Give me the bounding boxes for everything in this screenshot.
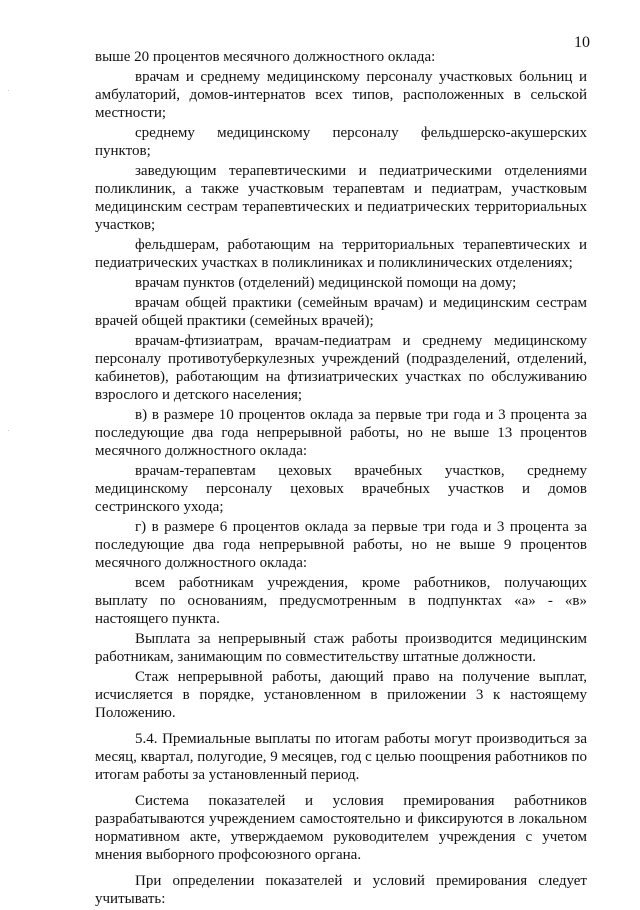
paragraph: фельдшерам, работающим на территориальных терапевтических и педиатрических участках в поликлиниках и поликлинических отделениях; <box>95 237 587 271</box>
paragraph: Стаж непрерывной работы, дающий право на получение выплат, исчисляется в порядке, установленном в приложении 3 к настоящему Положению. <box>95 669 587 721</box>
paragraph: врачам пунктов (отделений) медицинской помощи на дому; <box>135 275 517 291</box>
paragraph: врачам общей практики (семейным врачам) и медицинским сестрам врачей общей практики (семейных врачей); <box>95 295 587 329</box>
scan-edge-mark <box>8 90 9 91</box>
paragraph: врачам-терапевтам цеховых врачебных участков, среднему медицинскому персоналу цеховых врачебных участков и домов сестринского ухода; <box>95 463 587 515</box>
paragraph: среднему медицинскому персоналу фельдшерско-акушерских пунктов; <box>95 125 587 159</box>
paragraph: в) в размере 10 процентов оклада за первые три года и 3 процента за последующие два года непрерывной работы, но не выше 13 процентов месячного должностного оклада: <box>95 407 587 459</box>
paragraph: г) в размере 6 процентов оклада за первые три года и 3 процента за последующие два года непрерывной работы, но не выше 9 процентов месячного должностного оклада: <box>95 519 587 571</box>
page-number: 10 <box>574 34 590 51</box>
paragraph: выше 20 процентов месячного должностного оклада: <box>95 49 436 65</box>
section-paragraph: 5.4. Премиальные выплаты по итогам работы могут производиться за месяц, квартал, полугодие, 9 месяцев, год с целью поощрения работников по итогам работы за установленный период. <box>95 731 587 783</box>
paragraph: врачам и среднему медицинскому персоналу участковых больниц и амбулаторий, домов-интернатов всех типов, расположенных в сельской местности; <box>95 69 587 121</box>
scan-edge-mark <box>8 430 9 431</box>
paragraph: При определении показателей и условий премирования следует учитывать: <box>95 873 587 907</box>
paragraph: врачам-фтизиатрам, врачам-педиатрам и среднему медицинскому персоналу противотуберкулезных учреждений (подразделений, отделений, кабинетов), работающим на фтизиатрических участках по обслуживанию взрослого и детского населения; <box>95 333 587 403</box>
paragraph: Выплата за непрерывный стаж работы производится медицинским работникам, занимающим по совместительству штатные должности. <box>95 631 587 665</box>
document-body <box>95 48 587 910</box>
paragraph: заведующим терапевтическими и педиатрическими отделениями поликлиник, а также участковым терапевтам и педиатрам, участковым медицинским сестрам терапевтических и педиатрических территориальных участков; <box>95 163 587 233</box>
paragraph: всем работникам учреждения, кроме работников, получающих выплату по основаниям, предусмотренным в подпунктах «а» - «в» настоящего пункта. <box>95 575 587 627</box>
paragraph: Система показателей и условия премирования работников разрабатываются учреждением самостоятельно и фиксируются в локальном нормативном акте, утверждаемом руководителем учреждения с учетом мнения выборного профсоюзного органа. <box>95 793 587 863</box>
